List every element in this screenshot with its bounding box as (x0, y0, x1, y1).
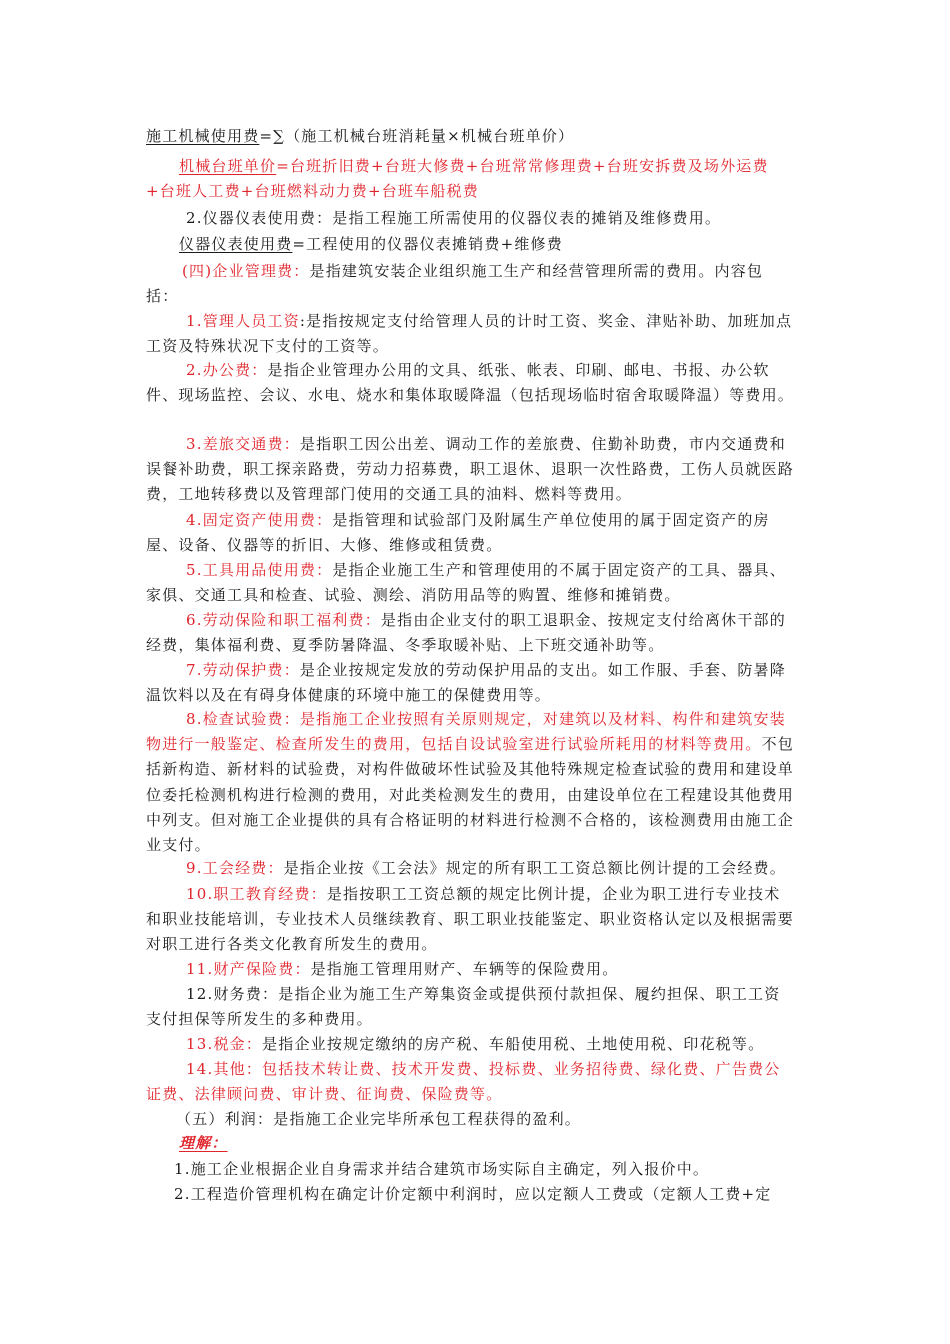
item-text: 是指由企业支付的职工退职金、按规定支付给离休干部的经费，集体福利费、夏季防暑降温、冬季取暖补贴、上下班交通补助等。 (146, 611, 786, 655)
item-text: 是指管理和试验部门及附属生产单位使用的属于固定资产的房屋、设备、仪器等的折旧、大修、维修或租赁费。 (146, 511, 770, 555)
formula-text: =∑（施工机械台班消耗量×机械台班单价） (259, 127, 575, 145)
item-12: 12.财务费：是指企业为施工生产筹集资金或提供预付款担保、履约担保、职工工资支付担保等所发生的多种费用。 (146, 985, 781, 1029)
item-heading: 8.检查试验费：是指施工企业按照有关原则规定，对建筑以及材料、构件和建筑安装物进行一般鉴定、检查所发生的费用，包括自设试验室进行试验所耗用的材料等费用。 (146, 710, 786, 754)
item-10 (146, 882, 794, 958)
item-heading: 3.差旅交通费： (186, 435, 300, 453)
item-text: 是指施工管理用财产、车辆等的保险费用。 (310, 960, 619, 978)
item-8 (146, 707, 794, 858)
item-text: 是指按职工工资总额的规定比例计提，企业为职工进行专业技术和职业技能培训，专业技术人员继续教育、职工职业技能鉴定、职业资格认定以及根据需要对职工进行各类文化教育所发生的费用。 (146, 885, 795, 954)
item-text: 是指企业施工生产和管理使用的不属于固定资产的工具、器具、家俱、交通工具和检查、试验、测绘、消防用品等的购置、维修和摊销费。 (146, 561, 786, 605)
item-6 (146, 608, 794, 658)
item-11 (146, 957, 794, 982)
formula-text: =工程使用的仪器仪表摊销费+维修费 (292, 235, 563, 253)
item-heading: 1.管理人员工资 (186, 312, 300, 330)
item-heading: 10.职工教育经费： (186, 885, 327, 903)
formula-text: =台班折旧费+台班大修费+台班常常修理费+台班安拆费及场外运费+台班人工费+台班燃料动力费+台班车船税费 (146, 157, 769, 201)
item-text: 是指职工因公出差、调动工作的差旅费、住勤补助费，市内交通费和误餐补助费，职工探亲路费，劳动力招募费，职工退休、退职一次性路费，工伤人员就医路费，工地转移费以及管理部门使用的交通工具的油料、燃料等费用。 (146, 435, 795, 504)
item-text: :是指按规定支付给管理人员的计时工资、奖金、津贴补助、加班加点工资及特殊状况下支付的工资等。 (146, 312, 793, 356)
section-4-paragraph (146, 259, 794, 309)
item-text: 不包括新构造、新材料的试验费，对构件做破坏性试验及其他特殊规定检查试验的费用和建设单位委托检测机构进行检测的费用，对此类检测发生的费用，由建设单位在工程建设其他费用中列支。但对施工企业提供的具有合格证明的材料进行检测不合格的，该检测费用由施工企业支付。 (146, 735, 795, 855)
item-text: 是企业按规定发放的劳动保护用品的支出。如工作服、手套、防暑降温饮料以及在有碍身体健康的环境中施工的保健费用等。 (146, 661, 786, 705)
understand-point-1: 1.施工企业根据企业自身需求并结合建筑市场实际自主确定，列入报价中。 (174, 1160, 710, 1178)
formula-instrument (146, 232, 794, 257)
item-heading: 6.劳动保险和职工福利费： (186, 611, 381, 629)
item-heading: 11.财产保险费： (186, 960, 311, 978)
item-3 (146, 432, 794, 508)
formula-label: 仪器仪表使用费 (179, 235, 293, 253)
item-1 (146, 309, 794, 359)
formula-label: 机械台班单价 (179, 157, 277, 175)
item-4 (146, 508, 794, 558)
item-text: 是指企业按《工会法》规定的所有职工工资总额比例计提的工会经费。 (283, 859, 786, 877)
understand-point-2: 2.工程造价管理机构在确定计价定额中利润时，应以定额人工费或（定额人工费+定 (174, 1185, 772, 1203)
item-instrument: 2.仪器仪表使用费：是指工程施工所需使用的仪器仪表的摊销及维修费用。 (186, 209, 722, 227)
item-9 (146, 856, 794, 881)
item-heading: 4.固定资产使用费： (186, 511, 333, 529)
formula-machine-use (146, 124, 794, 149)
item-7 (146, 658, 794, 708)
item-heading: 9.工会经费： (186, 859, 284, 877)
section-heading: (四)企业管理费： (182, 262, 310, 280)
understand-label: 理解： (179, 1134, 228, 1152)
formula-unit-price (146, 154, 794, 204)
item-heading: 2.办公费： (186, 361, 268, 379)
item-heading: 5.工具用品使用费： (186, 561, 333, 579)
item-heading: 13.税金： (186, 1035, 263, 1053)
item-13 (146, 1032, 794, 1057)
item-14: 14.其他：包括技术转让费、技术开发费、投标费、业务招待费、绿化费、广告费公证费、法律顾问费、审计费、征询费、保险费等。 (146, 1060, 781, 1104)
formula-label: 施工机械使用费 (146, 127, 260, 145)
section-text: 是指建筑安装企业组织施工生产和经营管理所需的费用。内容包括： (146, 262, 764, 306)
understand-heading (146, 1131, 794, 1156)
item-heading: 7.劳动保护费： (186, 661, 300, 679)
section-5-paragraph: （五）利润：是指施工企业完毕所承包工程获得的盈利。 (176, 1110, 582, 1128)
item-text: 是指企业按规定缴纳的房产税、车船使用税、土地使用税、印花税等。 (262, 1035, 765, 1053)
item-text: 是指企业管理办公用的文具、纸张、帐表、印刷、邮电、书报、办公软件、现场监控、会议、水电、烧水和集体取暖降温（包括现场临时宿舍取暖降温）等费用。 (146, 361, 795, 405)
item-2 (146, 358, 794, 408)
item-5 (146, 558, 794, 608)
